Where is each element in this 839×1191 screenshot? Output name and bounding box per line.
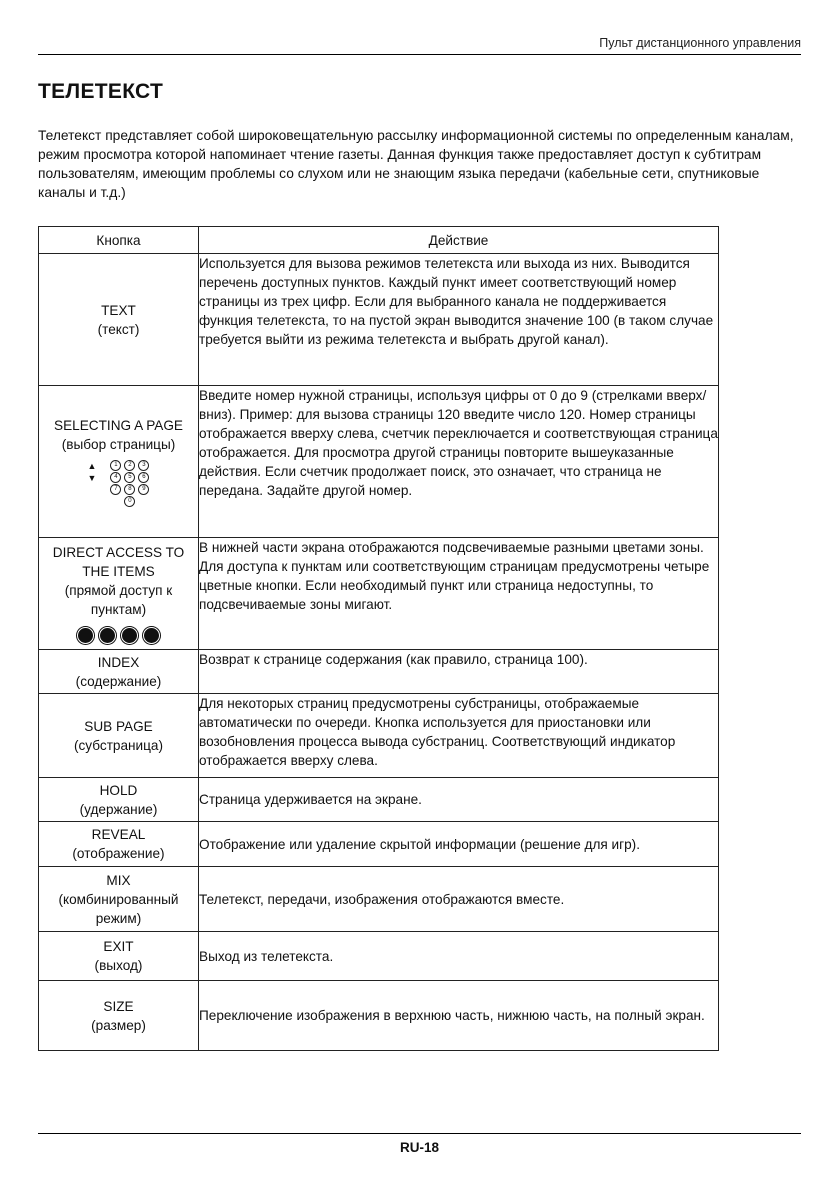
page-select-icons xyxy=(88,460,150,507)
column-header-button: Кнопка xyxy=(39,227,199,254)
button-subtitle: (выбор страницы) xyxy=(61,437,176,452)
page-title: ТЕЛЕТЕКСТ xyxy=(38,80,164,103)
action-cell: Отображение или удаление скрытой информации (решение для игр). xyxy=(199,822,719,867)
digit-key-icon: 1 xyxy=(110,460,121,471)
button-subtitle: (субстраница) xyxy=(73,737,164,753)
button-cell xyxy=(39,386,199,538)
color-keys-icon xyxy=(39,627,198,644)
button-cell xyxy=(39,694,199,778)
color-key-icon xyxy=(143,627,160,644)
table-row xyxy=(39,254,719,386)
action-cell: Переключение изображения в верхнюю часть, нижнюю часть, на полный экран. xyxy=(199,981,719,1051)
table-row xyxy=(39,981,719,1051)
button-cell xyxy=(39,822,199,867)
digit-key-icon: 6 xyxy=(138,472,149,483)
table-row xyxy=(39,386,719,538)
button-name: DIRECT ACCESS TO THE ITEMS xyxy=(52,545,185,579)
digit-key-icon: 9 xyxy=(138,484,149,495)
action-cell: Телетекст, передачи, изображения отображаются вместе. xyxy=(199,867,719,932)
table-row xyxy=(39,778,719,822)
action-cell: Введите номер нужной страницы, используя цифры от 0 до 9 (стрелками вверх/вниз). Пример: для вызова страницы 120 введите число 120. Номер страницы отображается вверху слева, счетчик переключается и соответствующая страница отображается. Для просмотра другой страницы повторите вышеуказанные действия. Если счетчик продолжает поиск, это означает, что страница не передана. Задайте другой номер. xyxy=(199,386,719,538)
color-key-icon xyxy=(121,627,138,644)
button-subtitle: (содержание) xyxy=(75,673,162,689)
color-key-icon xyxy=(77,627,94,644)
button-subtitle: (комбинированный режим) xyxy=(58,891,179,926)
color-key-icon xyxy=(99,627,116,644)
button-subtitle: (размер) xyxy=(91,1017,146,1033)
arrow-up-icon: ▲ xyxy=(87,461,97,471)
action-cell: Используется для вызова режимов телетекста или выхода из них. Выводится перечень доступных пунктов. Каждый пункт имеет соответствующий номер страницы из трех цифр. Если для выбранного канала не поддерживается функция телетекста, то на пустой экран выводится значение 100 (в таком случае требуется выйти из режима телетекста и выбрать другой канал). xyxy=(199,254,719,386)
button-name: INDEX xyxy=(97,654,140,670)
table-row xyxy=(39,932,719,981)
digit-key-icon: 0 xyxy=(124,496,135,507)
action-cell: Возврат к странице содержания (как правило, страница 100). xyxy=(199,650,719,694)
button-cell xyxy=(39,538,199,650)
action-cell: В нижней части экрана отображаются подсвечиваемые разными цветами зоны. Для доступа к пунктам или соответствующим страницам предусмотрены четыре цветные кнопки. Если необходимый пункт или страница недоступны, то подсвечиваемые зоны мигают. xyxy=(199,538,719,650)
action-cell: Для некоторых страниц предусмотрены субстраницы, отображаемые автоматически по очереди. Кнопка используется для приостановки или возобновления процесса вывода субстраниц. Соответствующий индикатор отображается вверху слева. xyxy=(199,694,719,778)
table-row xyxy=(39,822,719,867)
button-cell xyxy=(39,254,199,386)
table-row xyxy=(39,694,719,778)
digit-key-icon: 8 xyxy=(124,484,135,495)
button-cell xyxy=(39,650,199,694)
button-name: SIZE xyxy=(103,998,134,1014)
digit-key-icon: 4 xyxy=(110,472,121,483)
up-down-arrows xyxy=(88,460,97,484)
table-row xyxy=(39,867,719,932)
button-subtitle: (прямой доступ к пунктам) xyxy=(64,583,173,617)
arrow-down-icon: ▼ xyxy=(87,473,97,483)
running-header: Пульт дистанционного управления xyxy=(599,36,801,50)
button-cell xyxy=(39,867,199,932)
digit-key-icon: 2 xyxy=(124,460,135,471)
button-subtitle: (отображение) xyxy=(72,846,165,861)
bottom-rule xyxy=(38,1133,801,1134)
button-name: EXIT xyxy=(103,939,134,954)
button-name: REVEAL xyxy=(91,827,146,842)
button-subtitle: (текст) xyxy=(97,321,140,337)
button-cell xyxy=(39,981,199,1051)
table-row xyxy=(39,538,719,650)
table-header-row xyxy=(39,227,719,254)
button-subtitle: (выход) xyxy=(94,958,143,973)
button-cell xyxy=(39,932,199,981)
column-header-action: Действие xyxy=(199,227,719,254)
button-name: HOLD xyxy=(99,782,138,798)
button-name: TEXT xyxy=(101,302,136,318)
action-cell: Выход из телетекста. xyxy=(199,932,719,981)
action-cell: Страница удерживается на экране. xyxy=(199,778,719,822)
button-name: MIX xyxy=(106,872,131,888)
top-rule xyxy=(38,54,801,55)
page-number: RU-18 xyxy=(399,1140,439,1155)
button-name: SELECTING A PAGE xyxy=(54,418,183,433)
intro-paragraph: Телетекст представляет собой широковещательную рассылку информационной системы по определенным каналам, режим просмотра которой напоминает чтение газеты. Данная функция также предоставляет доступ к субтитрам пользователям, имеющим проблемы со слухом или не знающим языка передачи (кабельные сети, спутниковые каналы и т.д.) xyxy=(38,128,794,200)
table-row xyxy=(39,650,719,694)
button-name: SUB PAGE xyxy=(84,718,153,734)
button-cell xyxy=(39,778,199,822)
digit-key-icon: 5 xyxy=(124,472,135,483)
button-subtitle: (удержание) xyxy=(79,801,158,817)
teletext-table xyxy=(38,226,719,1051)
number-keypad-icon xyxy=(110,460,149,507)
digit-key-icon: 7 xyxy=(110,484,121,495)
digit-key-icon: 3 xyxy=(138,460,149,471)
